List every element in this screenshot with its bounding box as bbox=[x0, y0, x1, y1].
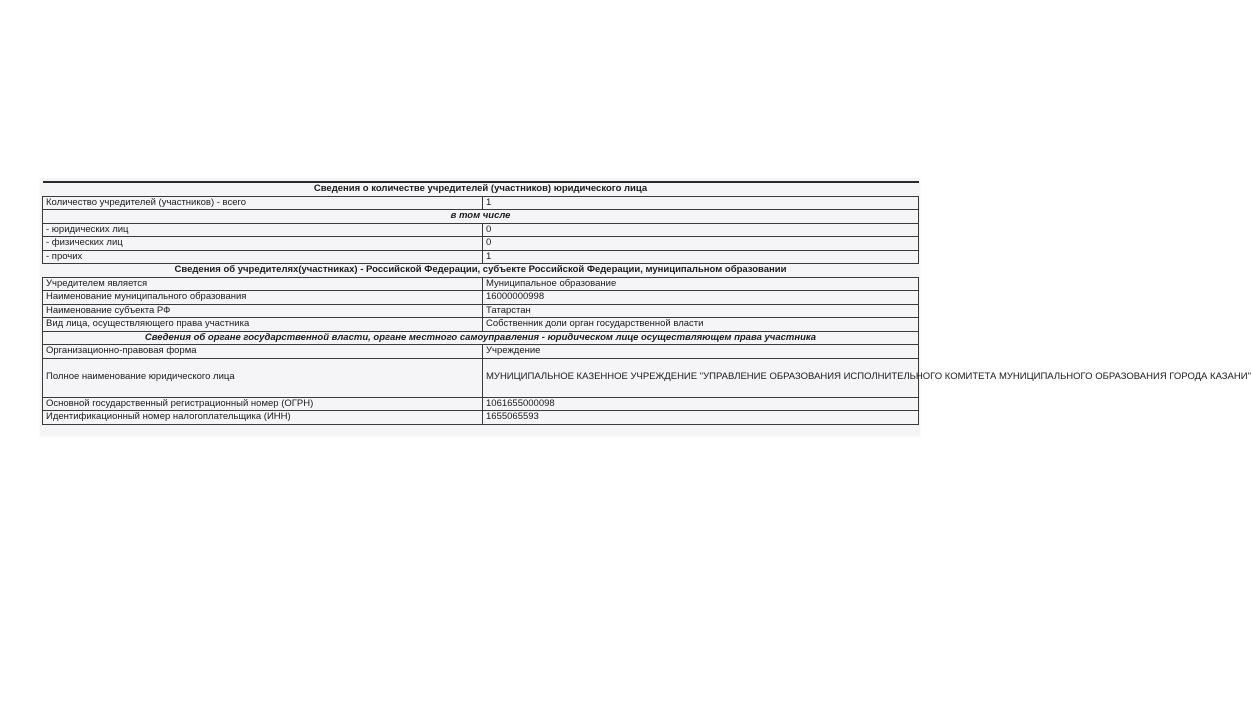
table-row bbox=[43, 358, 919, 397]
table-row bbox=[43, 237, 919, 251]
table-row bbox=[43, 291, 919, 305]
section-title: Сведения об органе государственной власти, органе местного самоуправления - юридическом лице осуществляющем права участника bbox=[43, 331, 919, 345]
table-row bbox=[43, 345, 919, 359]
table-row bbox=[43, 277, 919, 291]
row-label: - физических лиц bbox=[43, 237, 483, 251]
row-value: 16000000998 bbox=[483, 291, 919, 305]
row-label: Наименование муниципального образования bbox=[43, 291, 483, 305]
row-label: Организационно-правовая форма bbox=[43, 345, 483, 359]
row-value: Собственник доли орган государственной власти bbox=[483, 318, 919, 332]
table-row bbox=[43, 411, 919, 425]
section-header-founders-count bbox=[43, 182, 919, 196]
row-label: Количество учредителей (участников) - всего bbox=[43, 196, 483, 210]
table-row bbox=[43, 196, 919, 210]
row-value: 1061655000098 bbox=[483, 397, 919, 411]
row-label: Учредителем является bbox=[43, 277, 483, 291]
row-label: Вид лица, осуществляющего права участника bbox=[43, 318, 483, 332]
row-label: Наименование субъекта РФ bbox=[43, 304, 483, 318]
table-row bbox=[43, 304, 919, 318]
row-label: - прочих bbox=[43, 250, 483, 264]
row-value: Учреждение bbox=[483, 345, 919, 359]
table-row bbox=[43, 318, 919, 332]
row-value: 0 bbox=[483, 237, 919, 251]
section-title: Сведения об учредителях(участниках) - Российской Федерации, субъекте Российской Федерации, муниципальном образовании bbox=[43, 264, 919, 278]
row-label: Основной государственный регистрационный номер (ОГРН) bbox=[43, 397, 483, 411]
section-header-founders-rf bbox=[43, 264, 919, 278]
row-value: МУНИЦИПАЛЬНОЕ КАЗЕННОЕ УЧРЕЖДЕНИЕ "УПРАВЛЕНИЕ ОБРАЗОВАНИЯ ИСПОЛНИТЕЛЬНОГО КОМИТЕТА МУНИЦИПАЛЬНОГО ОБРАЗОВАНИЯ ГОРОДА КАЗАНИ" bbox=[483, 358, 919, 397]
subheading: в том числе bbox=[43, 210, 919, 224]
row-value: Муниципальное образование bbox=[483, 277, 919, 291]
row-label: Идентификационный номер налогоплательщика (ИНН) bbox=[43, 411, 483, 425]
row-label: Полное наименование юридического лица bbox=[43, 358, 483, 397]
section-title: Сведения о количестве учредителей (участников) юридического лица bbox=[43, 182, 919, 196]
section-header-authority bbox=[43, 331, 919, 345]
subheading-row bbox=[43, 210, 919, 224]
row-value: Татарстан bbox=[483, 304, 919, 318]
founders-info-table bbox=[42, 181, 1251, 425]
row-label: - юридических лиц bbox=[43, 223, 483, 237]
row-value: 1655065593 bbox=[483, 411, 919, 425]
table-row bbox=[43, 250, 919, 264]
table-row bbox=[43, 397, 919, 411]
row-value: 1 bbox=[483, 196, 919, 210]
row-value: 1 bbox=[483, 250, 919, 264]
table-row bbox=[43, 223, 919, 237]
row-value: 0 bbox=[483, 223, 919, 237]
